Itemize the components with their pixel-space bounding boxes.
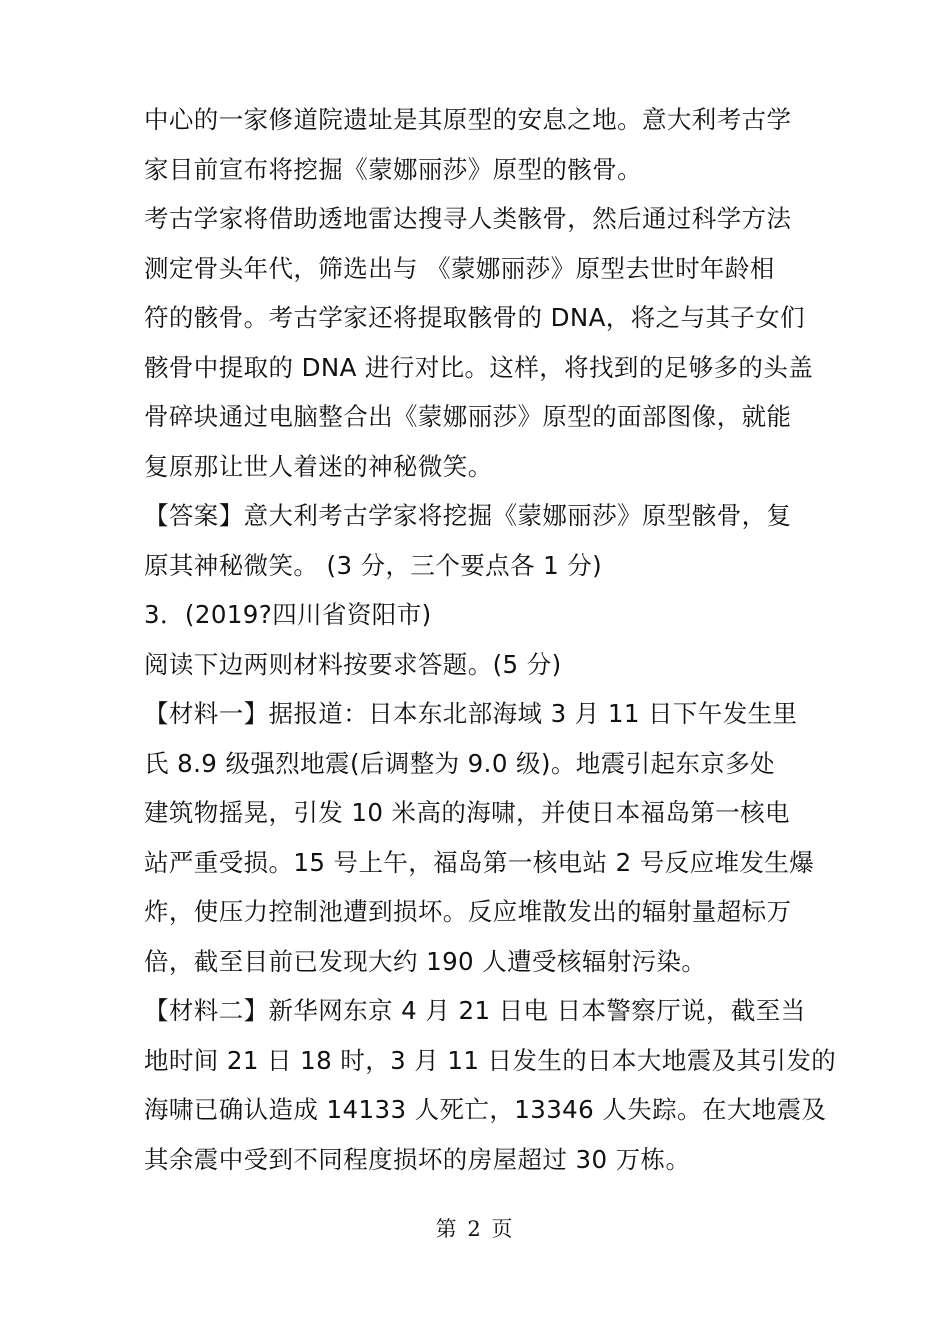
answer-line: 原其神秘微笑。 (3 分，三个要点各 1 分)	[144, 550, 603, 580]
text-line: 复原那让世人着迷的神秘微笑。	[144, 451, 493, 481]
material-one-line: 建筑物摇晃，引发 10 米高的海啸，并使日本福岛第一核电	[144, 798, 790, 827]
document-body	[144, 95, 837, 1184]
material-one-line: 【材料一】据报道：日本东北部海域 3 月 11 日下午发生里	[144, 699, 798, 728]
material-one-line: 炸，使压力控制池遭到损坏。反应堆散发出的辐射量超标万	[144, 897, 792, 926]
page-number: 第 2 页	[435, 1217, 515, 1241]
question-prompt: 阅读下边两则材料按要求答题。(5 分)	[144, 649, 562, 679]
material-one-line: 氏 8.9 级强烈地震(后调整为 9.0 级)。地震引起东京多处	[144, 748, 775, 778]
answer-line: 【答案】意大利考古学家将挖掘《蒙娜丽莎》原型骸骨，复	[144, 501, 792, 530]
material-two-line: 地时间 21 日 18 时，3 月 11 日发生的日本大地震及其引发的	[144, 1045, 837, 1075]
material-one-line: 站严重受损。15 号上午，福岛第一核电站 2 号反应堆发生爆	[144, 847, 815, 877]
text-line: 中心的一家修道院遗址是其原型的安息之地。意大利考古学	[144, 105, 792, 134]
text-line: 测定骨头年代，筛选出与 《蒙娜丽莎》原型去世时年龄相	[144, 253, 775, 283]
material-two-line: 其余震中受到不同程度损坏的房屋超过 30 万栋。	[144, 1144, 691, 1174]
text-line: 骨碎块通过电脑整合出《蒙娜丽莎》原型的面部图像，就能	[144, 402, 792, 431]
text-line: 考古学家将借助透地雷达搜寻人类骸骨，然后通过科学方法	[144, 204, 792, 233]
material-two-line: 【材料二】新华网东京 4 月 21 日电 日本警察厅说，截至当	[144, 996, 806, 1025]
material-two-line: 海啸已确认造成 14133 人死亡，13346 人失踪。在大地震及	[144, 1095, 827, 1124]
text-line: 家目前宣布将挖掘《蒙娜丽莎》原型的骸骨。	[144, 154, 642, 184]
question-number: 3．(2019?四川省资阳市)	[144, 600, 432, 629]
text-line: 符的骸骨。考古学家还将提取骸骨的 DNA，将之与其子女们	[144, 303, 805, 332]
text-line: 骸骨中提取的 DNA 进行对比。这样，将找到的足够多的头盖	[144, 352, 814, 382]
material-one-line: 倍，截至目前已发现大约 190 人遭受核辐射污染。	[144, 946, 707, 976]
